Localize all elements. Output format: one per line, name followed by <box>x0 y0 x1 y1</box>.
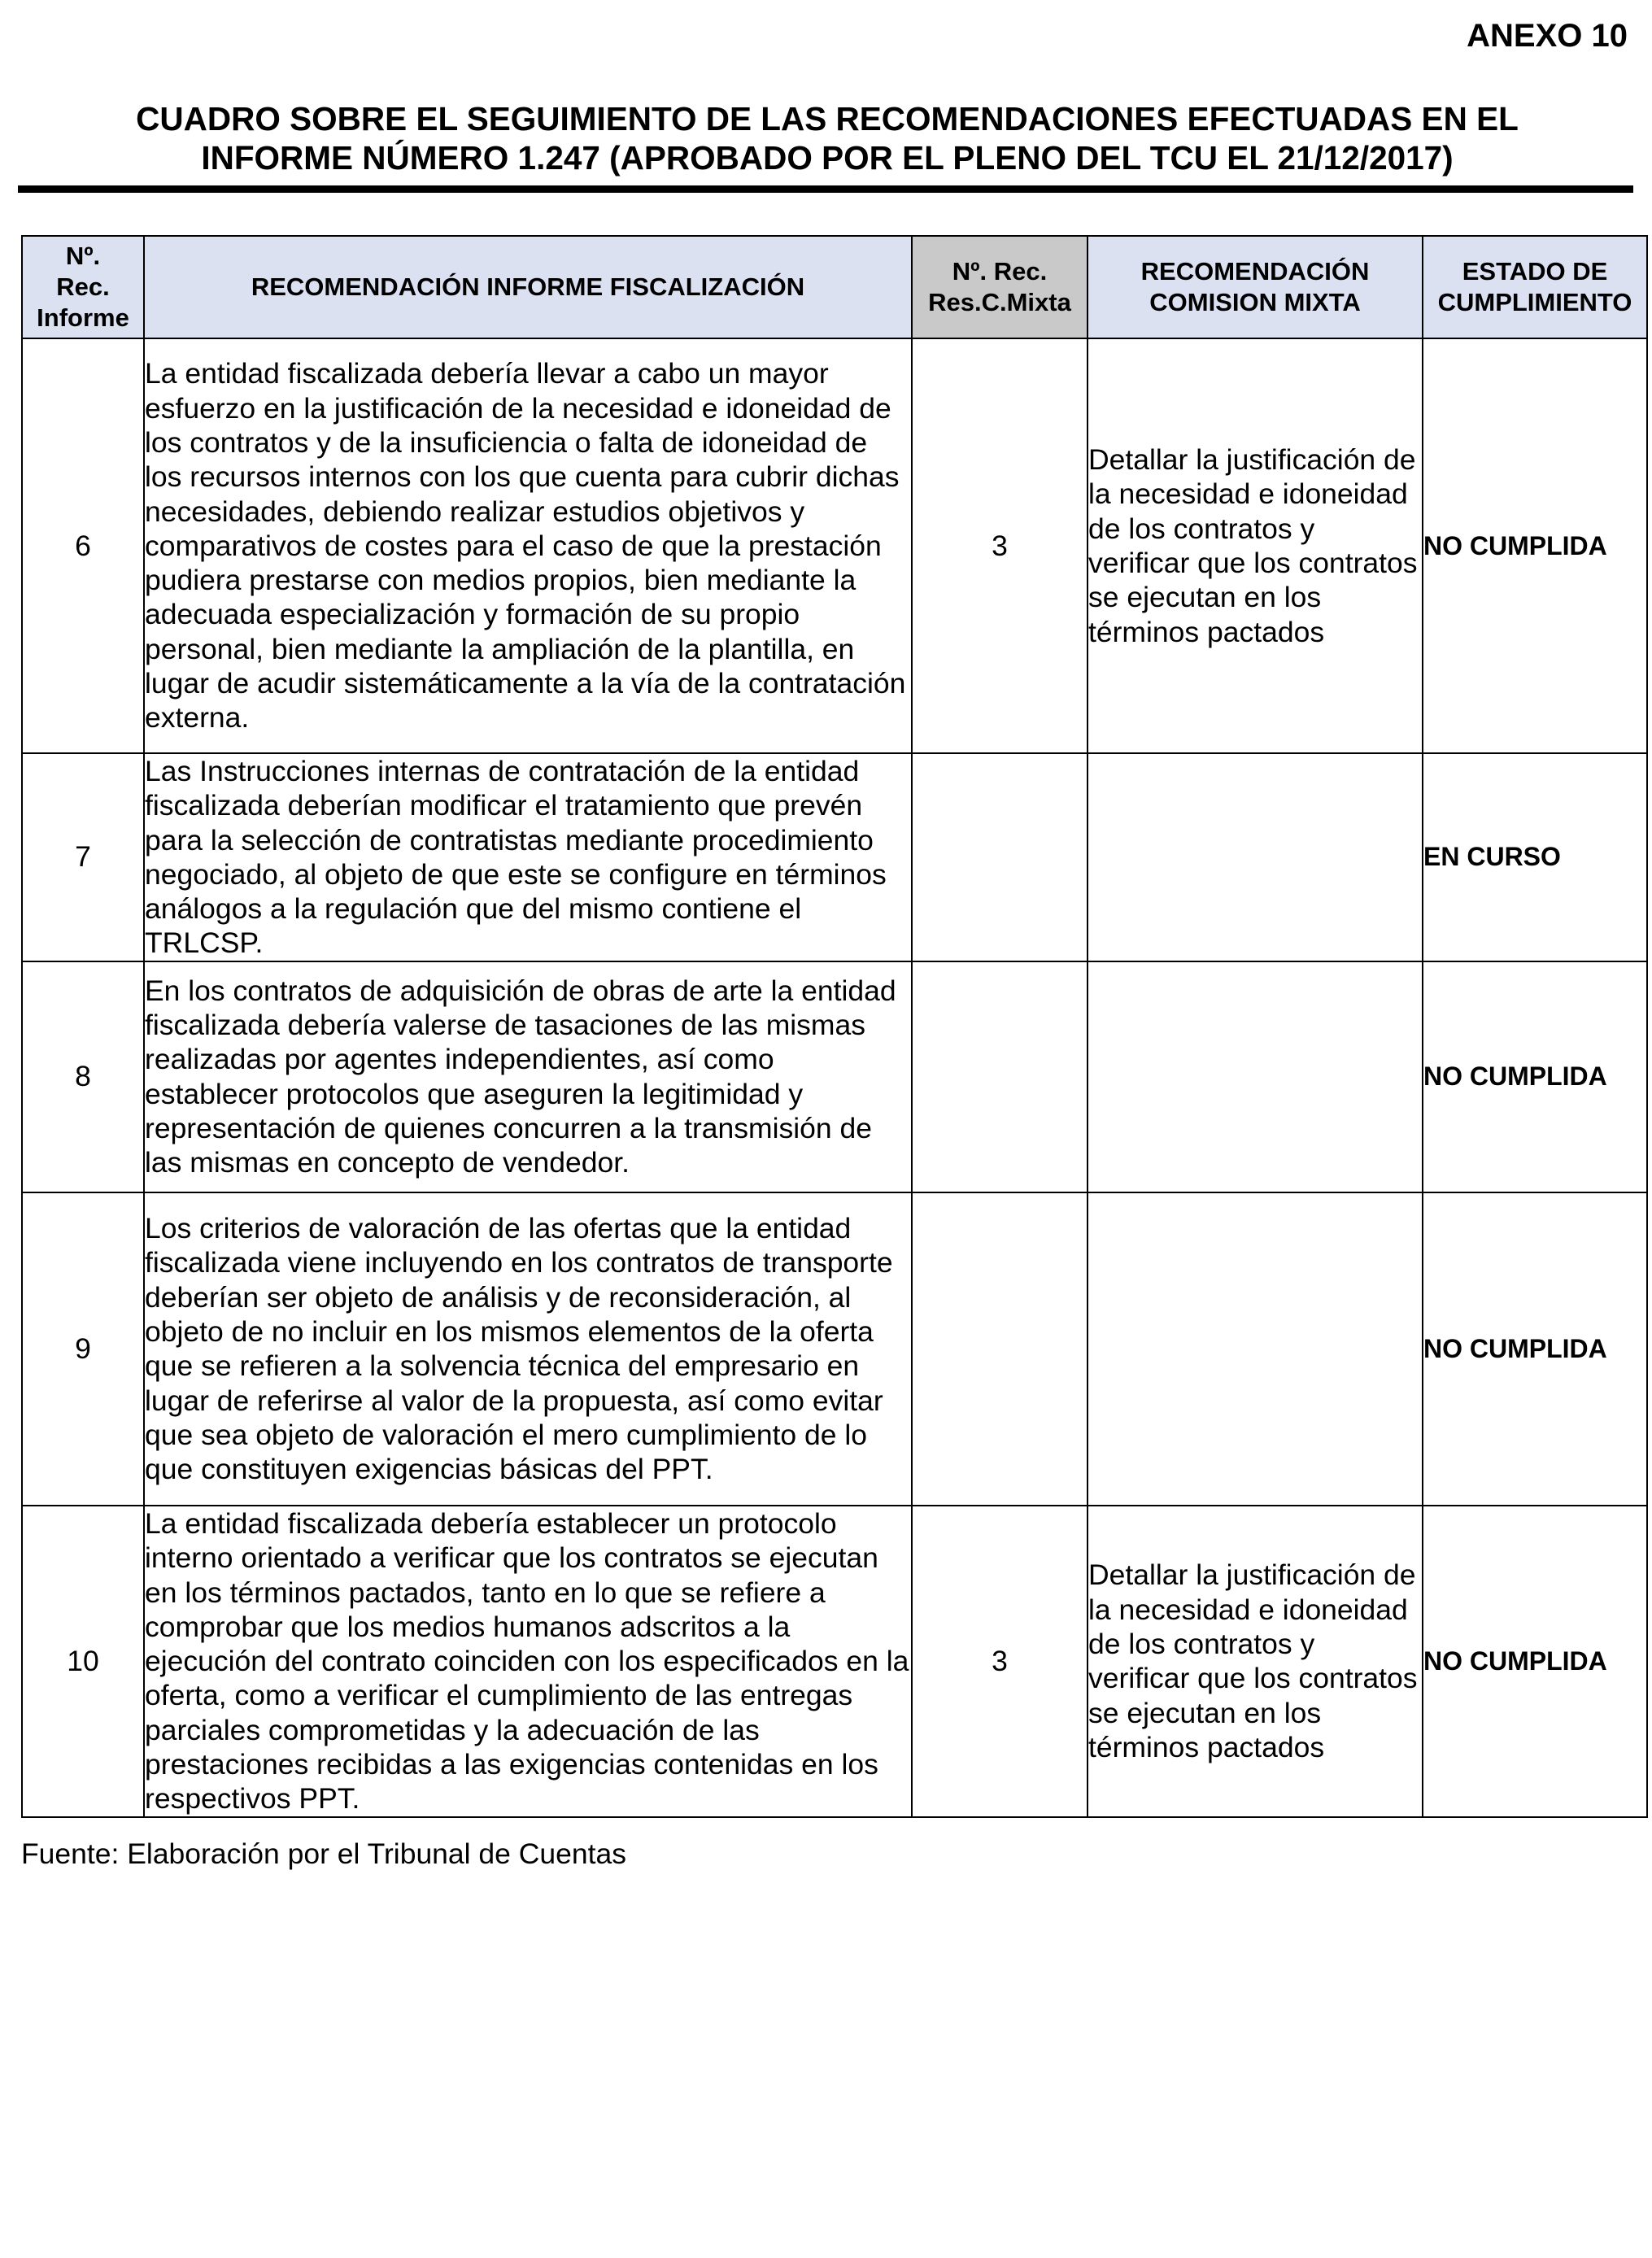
rec-number: 7 <box>22 753 144 961</box>
title-line-1: CUADRO SOBRE EL SEGUIMIENTO DE LAS RECOMENDACIONES EFECTUADAS EN EL <box>136 100 1519 137</box>
rec-number: 10 <box>22 1506 144 1817</box>
status-value: NO CUMPLIDA <box>1423 338 1647 753</box>
table-row <box>22 338 1647 753</box>
mixed-rec-number: 3 <box>912 1506 1088 1817</box>
header-mixed-recommendation: RECOMENDACIÓN COMISION MIXTA <box>1088 236 1423 338</box>
mixed-recommendation-text: Detallar la justificación de la necesidad e idoneidad de los contratos y verificar que los contratos se ejecutan en los términos pactados <box>1088 1506 1423 1817</box>
header-rec-no: Nº. Rec. Informe <box>22 236 144 338</box>
rec-number: 6 <box>22 338 144 753</box>
table-row <box>22 753 1647 961</box>
table-row <box>22 1506 1647 1817</box>
status-value: EN CURSO <box>1423 753 1647 961</box>
rec-number: 8 <box>22 961 144 1192</box>
header-recommendation: RECOMENDACIÓN INFORME FISCALIZACIÓN <box>144 236 912 338</box>
header-status: ESTADO DE CUMPLIMIENTO <box>1423 236 1647 338</box>
status-value: NO CUMPLIDA <box>1423 1506 1647 1817</box>
mixed-recommendation-text: Detallar la justificación de la necesidad e idoneidad de los contratos y verificar que los contratos se ejecutan en los términos pactados <box>1088 338 1423 753</box>
recommendation-text: Las Instrucciones internas de contratación de la entidad fiscalizada deberían modificar el tratamiento que prevén para la selección de contratistas mediante procedimiento negociado, al objeto de que este se configure en términos análogos a la regulación que del mismo contiene el TRLCSP. <box>144 753 912 961</box>
document-title <box>18 99 1637 177</box>
header-mixed-no: Nº. Rec. Res.C.Mixta <box>912 236 1088 338</box>
annex-label: ANEXO 10 <box>1467 18 1628 54</box>
status-value: NO CUMPLIDA <box>1423 961 1647 1192</box>
recommendations-table <box>21 235 1648 1818</box>
recommendation-text: En los contratos de adquisición de obras de arte la entidad fiscalizada debería valerse de tasaciones de las mismas realizadas por agentes independientes, así como establecer protocolos que aseguren la legitimidad y representación de quienes concurren a la transmisión de las mismas en concepto de vendedor. <box>144 961 912 1192</box>
recommendation-text: Los criterios de valoración de las ofertas que la entidad fiscalizada viene incluyendo en los contratos de transporte deberían ser objeto de análisis y de reconsideración, al objeto de no incluir en los mismos elementos de la oferta que se refieren a la solvencia técnica del empresario en lugar de referirse al valor de la propuesta, así como evitar que sea objeto de valoración el mero cumplimiento de lo que constituyen exigencias básicas del PPT. <box>144 1192 912 1506</box>
title-divider <box>18 185 1633 193</box>
recommendation-text: La entidad fiscalizada debería establecer un protocolo interno orientado a verificar que los contratos se ejecutan en los términos pactados, tanto en lo que se refiere a comprobar que los medios humanos adscritos a la ejecución del contrato coinciden con los especificados en la oferta, como a verificar el cumplimiento de las entregas parciales comprometidas y la adecuación de las prestaciones recibidas a las exigencias contenidas en los respectivos PPT. <box>144 1506 912 1817</box>
title-line-2: INFORME NÚMERO 1.247 (APROBADO POR EL PLENO DEL TCU EL 21/12/2017) <box>201 139 1454 177</box>
table-header-row <box>22 236 1647 338</box>
rec-number: 9 <box>22 1192 144 1506</box>
mixed-rec-number <box>912 753 1088 961</box>
source-note: Fuente: Elaboración por el Tribunal de Cuentas <box>21 1837 626 1870</box>
mixed-recommendation-text <box>1088 753 1423 961</box>
mixed-rec-number: 3 <box>912 338 1088 753</box>
table-row <box>22 961 1647 1192</box>
mixed-recommendation-text <box>1088 961 1423 1192</box>
mixed-rec-number <box>912 961 1088 1192</box>
mixed-recommendation-text <box>1088 1192 1423 1506</box>
mixed-rec-number <box>912 1192 1088 1506</box>
status-value: NO CUMPLIDA <box>1423 1192 1647 1506</box>
table-row <box>22 1192 1647 1506</box>
recommendation-text: La entidad fiscalizada debería llevar a cabo un mayor esfuerzo en la justificación de la necesidad e idoneidad de los contratos y de la insuficiencia o falta de idoneidad de los recursos internos con los que cuenta para cubrir dichas necesidades, debiendo realizar estudios objetivos y comparativos de costes para el caso de que la prestación pudiera prestarse con medios propios, bien mediante la adecuada especialización y formación de su propio personal, bien mediante la ampliación de la plantilla, en lugar de acudir sistemáticamente a la vía de la contratación externa. <box>144 338 912 753</box>
